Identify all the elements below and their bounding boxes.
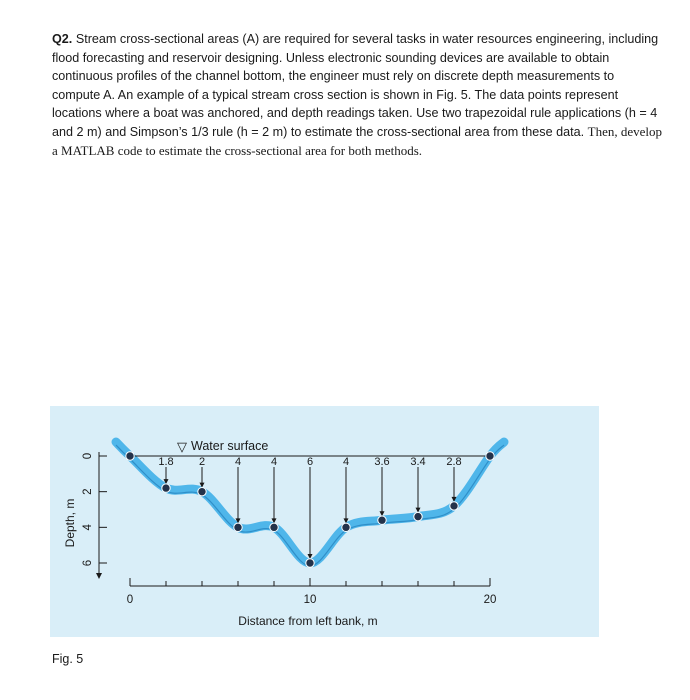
y-tick-label: 0: [82, 452, 94, 460]
depth-label: 6: [306, 456, 314, 468]
figure-caption: Fig. 5: [52, 652, 84, 666]
data-point: [198, 487, 206, 495]
cross-section-chart: [50, 406, 599, 637]
question-body-tail: Then, develop a MATLAB code to estimate the cross-sectional area for both methods.: [52, 123, 662, 158]
depth-label: 3.6: [374, 456, 390, 468]
data-point: [234, 523, 242, 531]
question-text: [52, 30, 662, 160]
data-point: [270, 523, 278, 531]
data-point: [306, 559, 314, 567]
x-axis-title: Distance from left bank, m: [238, 614, 378, 628]
x-tick-label: 0: [126, 594, 134, 606]
depth-label: 2.8: [446, 456, 462, 468]
depth-label: 1.8: [158, 456, 174, 468]
depth-label: 3.4: [410, 456, 426, 468]
y-tick-label: 4: [82, 524, 94, 531]
x-tick-label: 20: [483, 594, 497, 606]
question-label: Q2.: [52, 32, 73, 46]
y-axis-title: Depth, m: [63, 498, 77, 548]
water-surface-symbol: ▽: [177, 439, 187, 454]
stream-cross-section-figure: [50, 406, 599, 637]
depth-label: 4: [270, 456, 278, 468]
data-point: [126, 452, 134, 460]
y-tick-label: 2: [82, 488, 94, 495]
depth-label: 4: [234, 456, 242, 468]
depth-label: 2: [198, 456, 206, 468]
data-point: [342, 523, 350, 531]
data-point: [450, 502, 458, 510]
depth-label: 4: [342, 456, 350, 468]
data-point: [486, 452, 494, 460]
data-point: [414, 512, 422, 520]
question-body: Stream cross-sectional areas (A) are required for several tasks in water resources engineering, including flood forecasting and reservoir designing. Unless electronic sounding devices are available to obtain continuous profiles of the channel bottom, the engineer must rely on discrete depth measurements to compute A. An example of a typical stream cross section is shown in Fig. 5. The data points represent locations where a boat was anchored, and depth readings taken. Use two trapezoidal rule applications (h = 4 and 2 m) and Simpson’s 1/3 rule (h = 2 m) to estimate the cross-sectional area from these data.: [52, 32, 659, 139]
x-tick-label: 10: [303, 594, 317, 606]
water-surface-label: Water surface: [191, 439, 269, 453]
data-point: [378, 516, 386, 524]
data-point: [162, 484, 170, 492]
y-tick-label: 6: [82, 559, 94, 567]
